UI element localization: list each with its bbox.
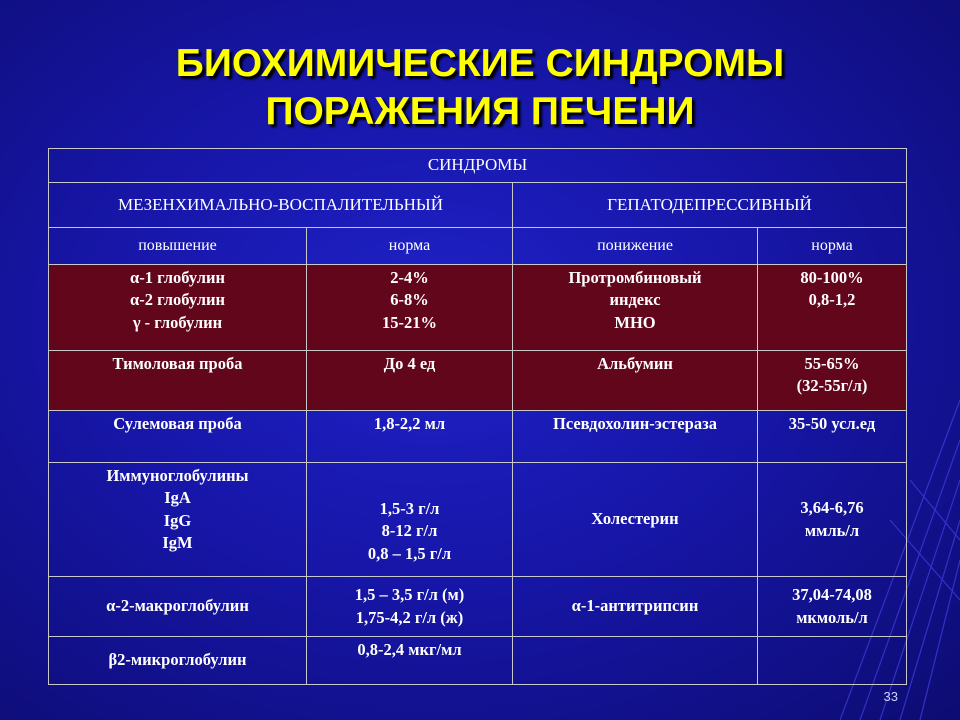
cell-line: Сулемовая проба [113,414,242,433]
cell-cholesterol-norm [758,463,907,577]
cell-line: (32-55г/л) [796,376,868,396]
cell-line: Тимоловая проба [112,354,243,373]
subheader-decrease: понижение [513,228,758,265]
cell-line: ммль/л [804,520,860,540]
table-row [49,463,907,577]
cell-line: 2-4% [390,268,429,287]
cell-line: γ - глобулин [132,312,223,332]
cell-alpha1-antitrypsin [513,577,758,637]
group-mesenchymal: МЕЗЕНХИМАЛЬНО-ВОСПАЛИТЕЛЬНЫЙ [49,183,513,228]
cell-empty [513,637,758,685]
cell-albumin-norm [758,351,907,411]
liver-syndromes-table [48,148,907,685]
cell-prothrombin [513,265,758,351]
cell-line: α-2 глобулин [130,290,225,310]
cell-line: 35-50 усл.ед [788,414,876,433]
cell-line: 55-65% [804,354,860,373]
table-row [49,637,907,685]
cell-alpha2-macroglobulin-norm [307,577,513,637]
cell-beta2-microglobulin [49,637,307,685]
cell-line: мкмоль/л [796,607,868,627]
title-line-2: ПОРАЖЕНИЯ ПЕЧЕНИ [265,90,695,133]
group-hepatodepressive: ГЕПАТОДЕПРЕССИВНЫЙ [513,183,907,228]
cell-thymol-norm [307,351,513,411]
cell-line: Холестерин [591,509,679,529]
cell-line: 1,8-2,2 мл [373,414,446,433]
cell-line: β2-микроглобулин [108,650,247,670]
cell-alpha2-macroglobulin [49,577,307,637]
cell-line: Альбумин [597,354,673,373]
cell-immunoglobulins [49,463,307,577]
cell-line: МНО [614,312,656,332]
title-line-1: БИОХИМИЧЕСКИЕ СИНДРОМЫ [175,42,785,85]
cell-line: 8-12 г/л [381,521,438,541]
cell-beta2-microglobulin-norm [307,637,513,685]
cell-line: 1,5-3 г/л [379,499,440,519]
table-row [49,577,907,637]
cell-thymol-test [49,351,307,411]
subheader-norm-1: норма [307,228,513,265]
cell-alpha1-antitrypsin-norm [758,577,907,637]
cell-line: Иммуноглобулины [106,466,249,485]
table-row [49,411,907,463]
cell-prothrombin-norm [758,265,907,351]
cell-line: IgG [163,510,192,530]
cell-line: До 4 ед [383,354,436,373]
cell-globulins-norm [307,265,513,351]
cell-albumin [513,351,758,411]
table-row [49,265,907,351]
subheader-row [49,228,907,265]
cell-line: Псевдохолин-эстераза [553,414,717,433]
cell-pseudocholinesterase [513,411,758,463]
cell-line: α-1 глобулин [130,268,225,287]
group-row [49,183,907,228]
cell-line: 0,8 – 1,5 г/л [367,543,452,563]
cell-cholesterol [513,463,758,577]
cell-line: 1,75-4,2 г/л (ж) [355,607,464,627]
cell-line: 1,5 – 3,5 г/л (м) [354,585,465,605]
cell-pseudocholinesterase-norm [758,411,907,463]
header-row [49,149,907,183]
subheader-norm-2: норма [758,228,907,265]
cell-line: 80-100% [800,268,864,287]
cell-globulins [49,265,307,351]
cell-empty [758,637,907,685]
cell-sublimate-test [49,411,307,463]
cell-sublimate-norm [307,411,513,463]
syndromes-header: СИНДРОМЫ [49,149,907,183]
cell-line: 15-21% [382,312,437,332]
cell-line: 0,8-2,4 мкг/мл [357,640,462,659]
page-number: 33 [883,689,898,704]
cell-line: индекс [609,290,661,310]
cell-line: 6-8% [390,290,429,310]
table-row [49,351,907,411]
slide-title [0,40,960,136]
cell-line: 0,8-1,2 [808,290,856,310]
cell-line: IgM [162,532,193,552]
cell-line: IgA [164,488,191,508]
subheader-increase: повышение [49,228,307,265]
cell-line: 37,04-74,08 [792,585,872,605]
cell-line: α-2-макроглобулин [106,596,249,616]
cell-line: α-1-антитрипсин [571,596,699,616]
cell-immunoglobulins-norm [307,463,513,577]
cell-line: 3,64-6,76 [800,498,864,518]
cell-line: Протромбиновый [568,268,702,287]
